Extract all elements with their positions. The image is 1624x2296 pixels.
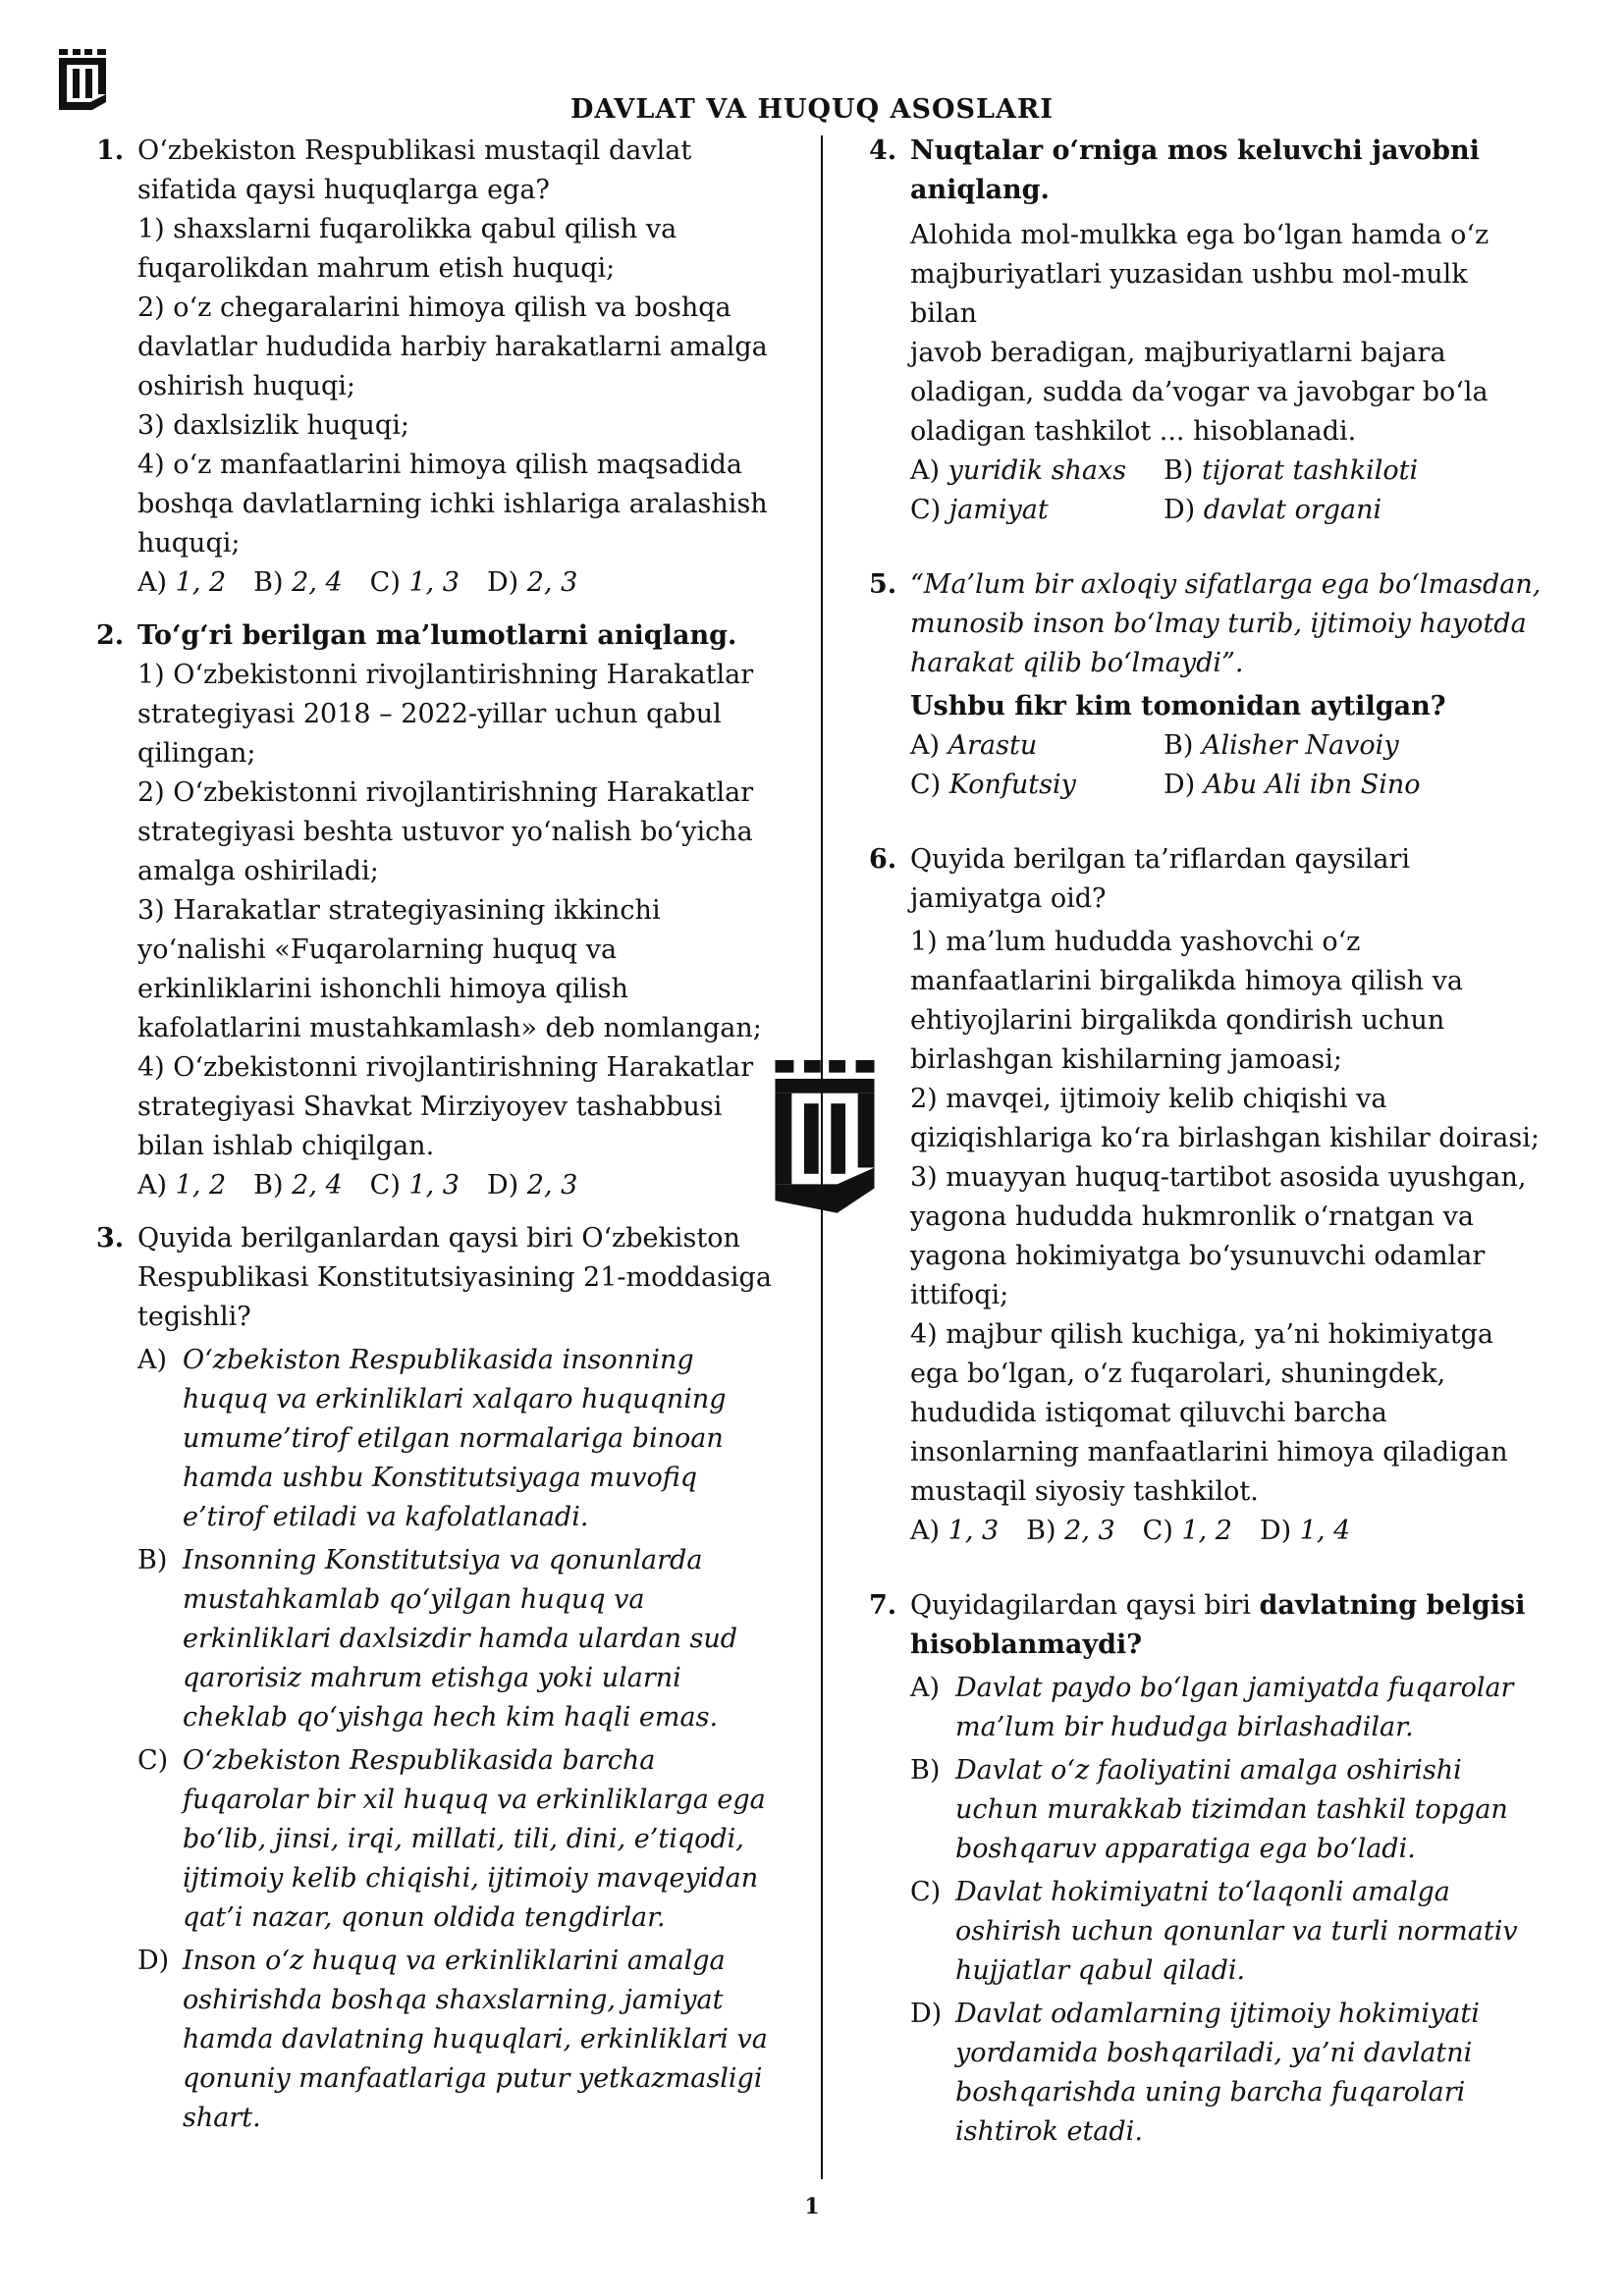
question-title: Nuqtalar o‘rniga mos keluvchi javobni aniqlang.	[910, 135, 1480, 205]
answer-b[interactable]: B) 2, 4	[253, 567, 343, 598]
answer-options	[137, 563, 774, 603]
option-b[interactable]: B) Insonning Konstitutsiya va qonunlarda mustahkamlab qo‘yilgan huquq va erkinliklari daxlsizdir hamda ulardan sud qarorisiz mahrum etishga yoki ularni cheklab qo‘yishga hech kim haqli emas.	[137, 1545, 738, 1733]
question-3	[96, 1219, 774, 2138]
statement-2: 2) mavqei, ijtimoiy kelib chiqishi va qiziqishlariga ko‘ra birlashgan kishilar doirasi;	[910, 1084, 1540, 1153]
answer-a[interactable]: A) Arastu	[910, 730, 1038, 761]
statement-3: 3) Harakatlar strategiyasining ikkinchi yo‘nalishi «Fuqarolarning huquq va erkinliklarini ishonchli himoya qilish kafolatlarini mustahkamlash» deb nomlangan;	[137, 895, 762, 1043]
answer-c[interactable]: C) 1, 3	[369, 1170, 460, 1201]
statement-2: 2) O‘zbekistonni rivojlantirishning Harakatlar strategiyasi beshta ustuvor yo‘nalish bo‘yicha amalga oshiriladi;	[137, 777, 754, 886]
question-text: sifatida qaysi huquqlarga ega?	[137, 175, 550, 205]
answer-c[interactable]: C) 1, 2	[1142, 1516, 1232, 1546]
answer-c[interactable]: C) 1, 3	[369, 567, 460, 598]
option-c[interactable]: C) O‘zbekiston Respublikasida barcha fuqarolar bir xil huquq va erkinliklarga ega bo‘lib, jinsi, irqi, millati, tili, dini, e’tiqodi, ijtimoiy kelib chiqishi, ijtimoiy mavqeyidan qat’i nazar, qonun oldida tengdirlar.	[137, 1745, 766, 1933]
question-title: To‘g‘ri berilgan ma’lumotlarni aniqlang.	[137, 620, 737, 651]
page-title: DAVLAT VA HUQUQ ASOSLARI	[569, 94, 1054, 125]
question-number: 5.	[869, 569, 897, 600]
option-a[interactable]: A) Davlat paydo bo‘lgan jamiyatda fuqarolar ma’lum bir hududga birlashadilar.	[910, 1673, 1514, 1742]
question-number: 6.	[869, 844, 897, 875]
question-number: 2.	[96, 620, 125, 651]
question-1	[96, 132, 774, 603]
statement-1: 1) O‘zbekistonni rivojlantirishning Harakatlar strategiyasi 2018 – 2022-yillar uchun qabul qilingan;	[137, 660, 754, 769]
question-text: Quyida berilganlardan qaysi biri O‘zbekiston Respublikasi Konstitutsiyasining 21-moddasiga tegishli?	[137, 1223, 772, 1332]
question-number: 7.	[869, 1590, 897, 1621]
answer-b[interactable]: B) 2, 3	[1026, 1516, 1115, 1546]
answer-d[interactable]: D) Abu Ali ibn Sino	[1164, 770, 1421, 800]
statement-1: 1) ma’lum hududda yashovchi o‘z manfaatlarini birgalikda himoya qilish va ehtiyojlarini birgalikda qondirish uchun birlashgan kishilarning jamoasi;	[910, 927, 1463, 1075]
statement-3: 3) muayyan huquq-tartibot asosida uyushgan, yagona hududda hukmronlik o‘rnatgan va yagona hokimiyatga bo‘ysunuvchi odamlar ittifoqi;	[910, 1162, 1527, 1310]
question-text: Quyida berilgan ta’riflardan qaysilari jamiyatga oid?	[910, 844, 1411, 914]
answer-b[interactable]: B) tijorat tashkiloti	[1164, 455, 1419, 486]
question-body: Alohida mol-mulkka ega bo‘lgan hamda o‘z majburiyatlari yuzasidan ushbu mol-mulk bilan javob beradigan, majburiyatlarni bajara oladigan, sudda da’vogar va javobgar bo‘la oladigan tashkilot ... hisoblanadi.	[910, 220, 1489, 447]
statement-4: 4) O‘zbekistonni rivojlantirishning Harakatlar strategiyasi Shavkat Mirziyoyev tashabbusi bilan ishlab chiqilgan.	[137, 1052, 754, 1161]
option-b[interactable]: B) Davlat o‘z faoliyatini amalga oshirishi uchun murakkab tizimdan tashkil topgan boshqaruv apparatiga ega bo‘ladi.	[910, 1755, 1508, 1864]
answer-a[interactable]: A) yuridik shaxs	[910, 455, 1127, 486]
answer-options	[910, 726, 1542, 805]
answer-d[interactable]: D) 2, 3	[487, 1170, 578, 1201]
question-text: Quyidagilardan qaysi biri davlatning belgisi	[910, 1590, 1526, 1621]
question-text: O‘zbekiston Respublikasi mustaqil davlat	[137, 135, 692, 166]
statement-1: 1) shaxslarni fuqarolikka qabul qilish va fuqarolikdan mahrum etish huquqi;	[137, 214, 677, 284]
option-c[interactable]: C) Davlat hokimiyatni to‘laqonli amalga oshirish uchun qonunlar va turli normativ hujjatlar qabul qiladi.	[910, 1877, 1518, 1986]
left-column	[96, 132, 774, 2138]
question-7	[869, 1586, 1542, 2152]
option-d[interactable]: D) Inson o‘z huquq va erkinliklarini amalga oshirishda boshqa shaxslarning, jamiyat hamda davlatning huquqlari, erkinliklari va qonuniy manfaatlariga putur yetkazmasligi shart.	[137, 1946, 768, 2133]
answer-c[interactable]: C) Konfutsiy	[910, 770, 1076, 800]
answer-d[interactable]: D) 1, 4	[1260, 1516, 1351, 1546]
watermark-logo	[771, 1060, 879, 1217]
question-4	[869, 132, 1542, 530]
question-title: Ushbu fikr kim tomonidan aytilgan?	[910, 691, 1446, 721]
page-number: 1	[804, 2194, 820, 2219]
answer-b[interactable]: B) Alisher Navoiy	[1164, 730, 1399, 761]
question-number: 1.	[96, 135, 125, 166]
question-text-bold: hisoblanmaydi?	[910, 1629, 1143, 1660]
statement-4: 4) majbur qilish kuchiga, ya’ni hokimiyatga ega bo‘lgan, o‘z fuqarolari, shuningdek, hududida istiqomat qiluvchi barcha insonlarning manfaatlarini himoya qiladigan mustaqil siyosiy tashkilot.	[910, 1319, 1508, 1507]
question-number: 3.	[96, 1223, 125, 1254]
answer-options	[137, 1166, 774, 1205]
answer-c[interactable]: C) jamiyat	[910, 495, 1049, 525]
answer-d[interactable]: D) 2, 3	[487, 567, 578, 598]
statement-2: 2) o‘z chegaralarini himoya qilish va boshqa davlatlar hududida harbiy harakatlarni amalga oshirish huquqi;	[137, 293, 768, 401]
right-column	[869, 132, 1542, 2152]
question-quote: “Ma’lum bir axloqiy sifatlarga ega bo‘lmasdan, munosib inson bo‘lmay turib, ijtimoiy hayotda harakat qilib bo‘lmaydi”.	[910, 569, 1542, 678]
answer-options	[910, 1512, 1542, 1551]
statement-4: 4) o‘z manfaatlarini himoya qilish maqsadida boshqa davlatlarning ichki ishlariga aralashish huquqi;	[137, 450, 768, 559]
question-number: 4.	[869, 135, 897, 166]
answer-b[interactable]: B) 2, 4	[253, 1170, 343, 1201]
question-2	[96, 616, 774, 1205]
option-d[interactable]: D) Davlat odamlarning ijtimoiy hokimiyati yordamida boshqariladi, ya’ni davlatni boshqarishda uning barcha fuqarolari ishtirok etadi.	[910, 1999, 1480, 2147]
answer-a[interactable]: A) 1, 2	[137, 567, 227, 598]
answer-a[interactable]: A) 1, 3	[910, 1516, 1000, 1546]
answer-d[interactable]: D) davlat organi	[1164, 495, 1382, 525]
question-6	[869, 840, 1542, 1551]
option-a[interactable]: A) O‘zbekiston Respublikasida insonning huquq va erkinliklari xalqaro huquqning umume’tirof etilgan normalariga binoan hamda ushbu Konstitutsiyaga muvofiq e’tirof etiladi va kafolatlanadi.	[137, 1345, 727, 1532]
question-5	[869, 565, 1542, 805]
answer-a[interactable]: A) 1, 2	[137, 1170, 227, 1201]
statement-3: 3) daxlsizlik huquqi;	[137, 410, 409, 441]
answer-options	[910, 452, 1542, 530]
